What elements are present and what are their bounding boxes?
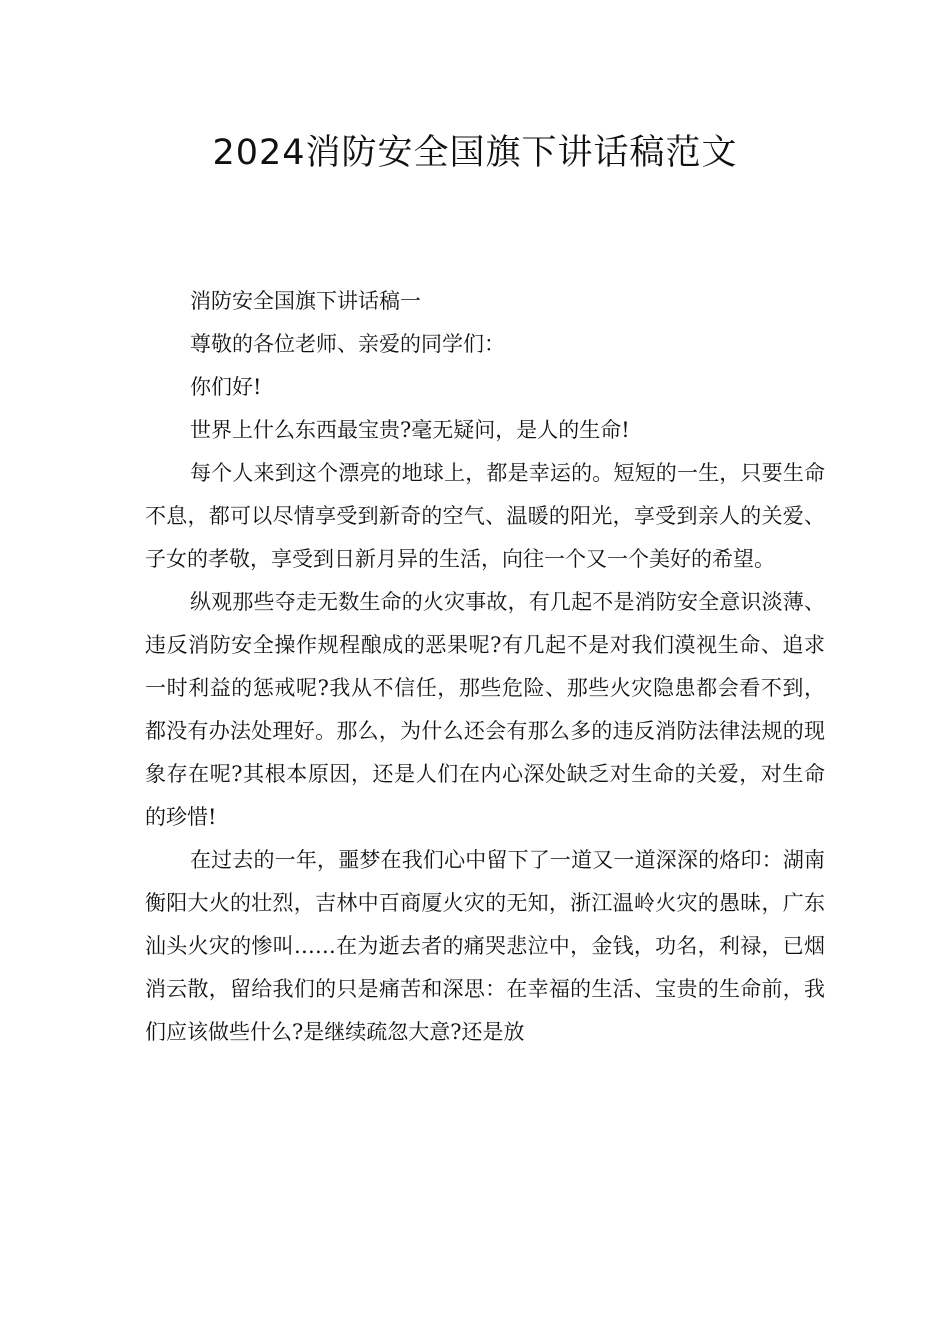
document-body — [145, 280, 825, 1054]
salutation: 尊敬的各位老师、亲爱的同学们： — [190, 332, 505, 356]
paragraph: 每个人来到这个漂亮的地球上，都是幸运的。短短的一生，只要生命不息，都可以尽情享受到新奇的空气、温暖的阳光，享受到亲人的关爱、子女的孝敬，享受到日新月异的生活，向往一个又一个美好的希望。 — [145, 461, 825, 571]
document-title: 2024消防安全国旗下讲话稿范文 — [212, 133, 738, 173]
paragraph: 纵观那些夺走无数生命的火灾事故，有几起不是消防安全意识淡薄、违反消防安全操作规程酿成的恶果呢?有几起不是对我们漠视生命、追求一时利益的惩戒呢?我从不信任，那些危险、那些火灾隐患都会看不到，都没有办法处理好。那么，为什么还会有那么多的违反消防法律法规的现象存在呢?其根本原因，还是人们在内心深处缺乏对生命的关爱，对生命的珍惜! — [145, 590, 825, 829]
section-heading: 消防安全国旗下讲话稿一 — [190, 289, 421, 313]
greeting: 你们好! — [190, 375, 262, 399]
paragraph: 在过去的一年，噩梦在我们心中留下了一道又一道深深的烙印：湖南衡阳大火的壮烈，吉林中百商厦火灾的无知，浙江温岭火灾的愚昧，广东汕头火灾的惨叫……在为逝去者的痛哭悲泣中，金钱，功名，利禄，已烟消云散，留给我们的只是痛苦和深思：在幸福的生活、宝贵的生命前，我们应该做些什么?是继续疏忽大意?还是放 — [145, 848, 825, 1044]
paragraph: 世界上什么东西最宝贵?毫无疑问，是人的生命! — [190, 418, 630, 442]
